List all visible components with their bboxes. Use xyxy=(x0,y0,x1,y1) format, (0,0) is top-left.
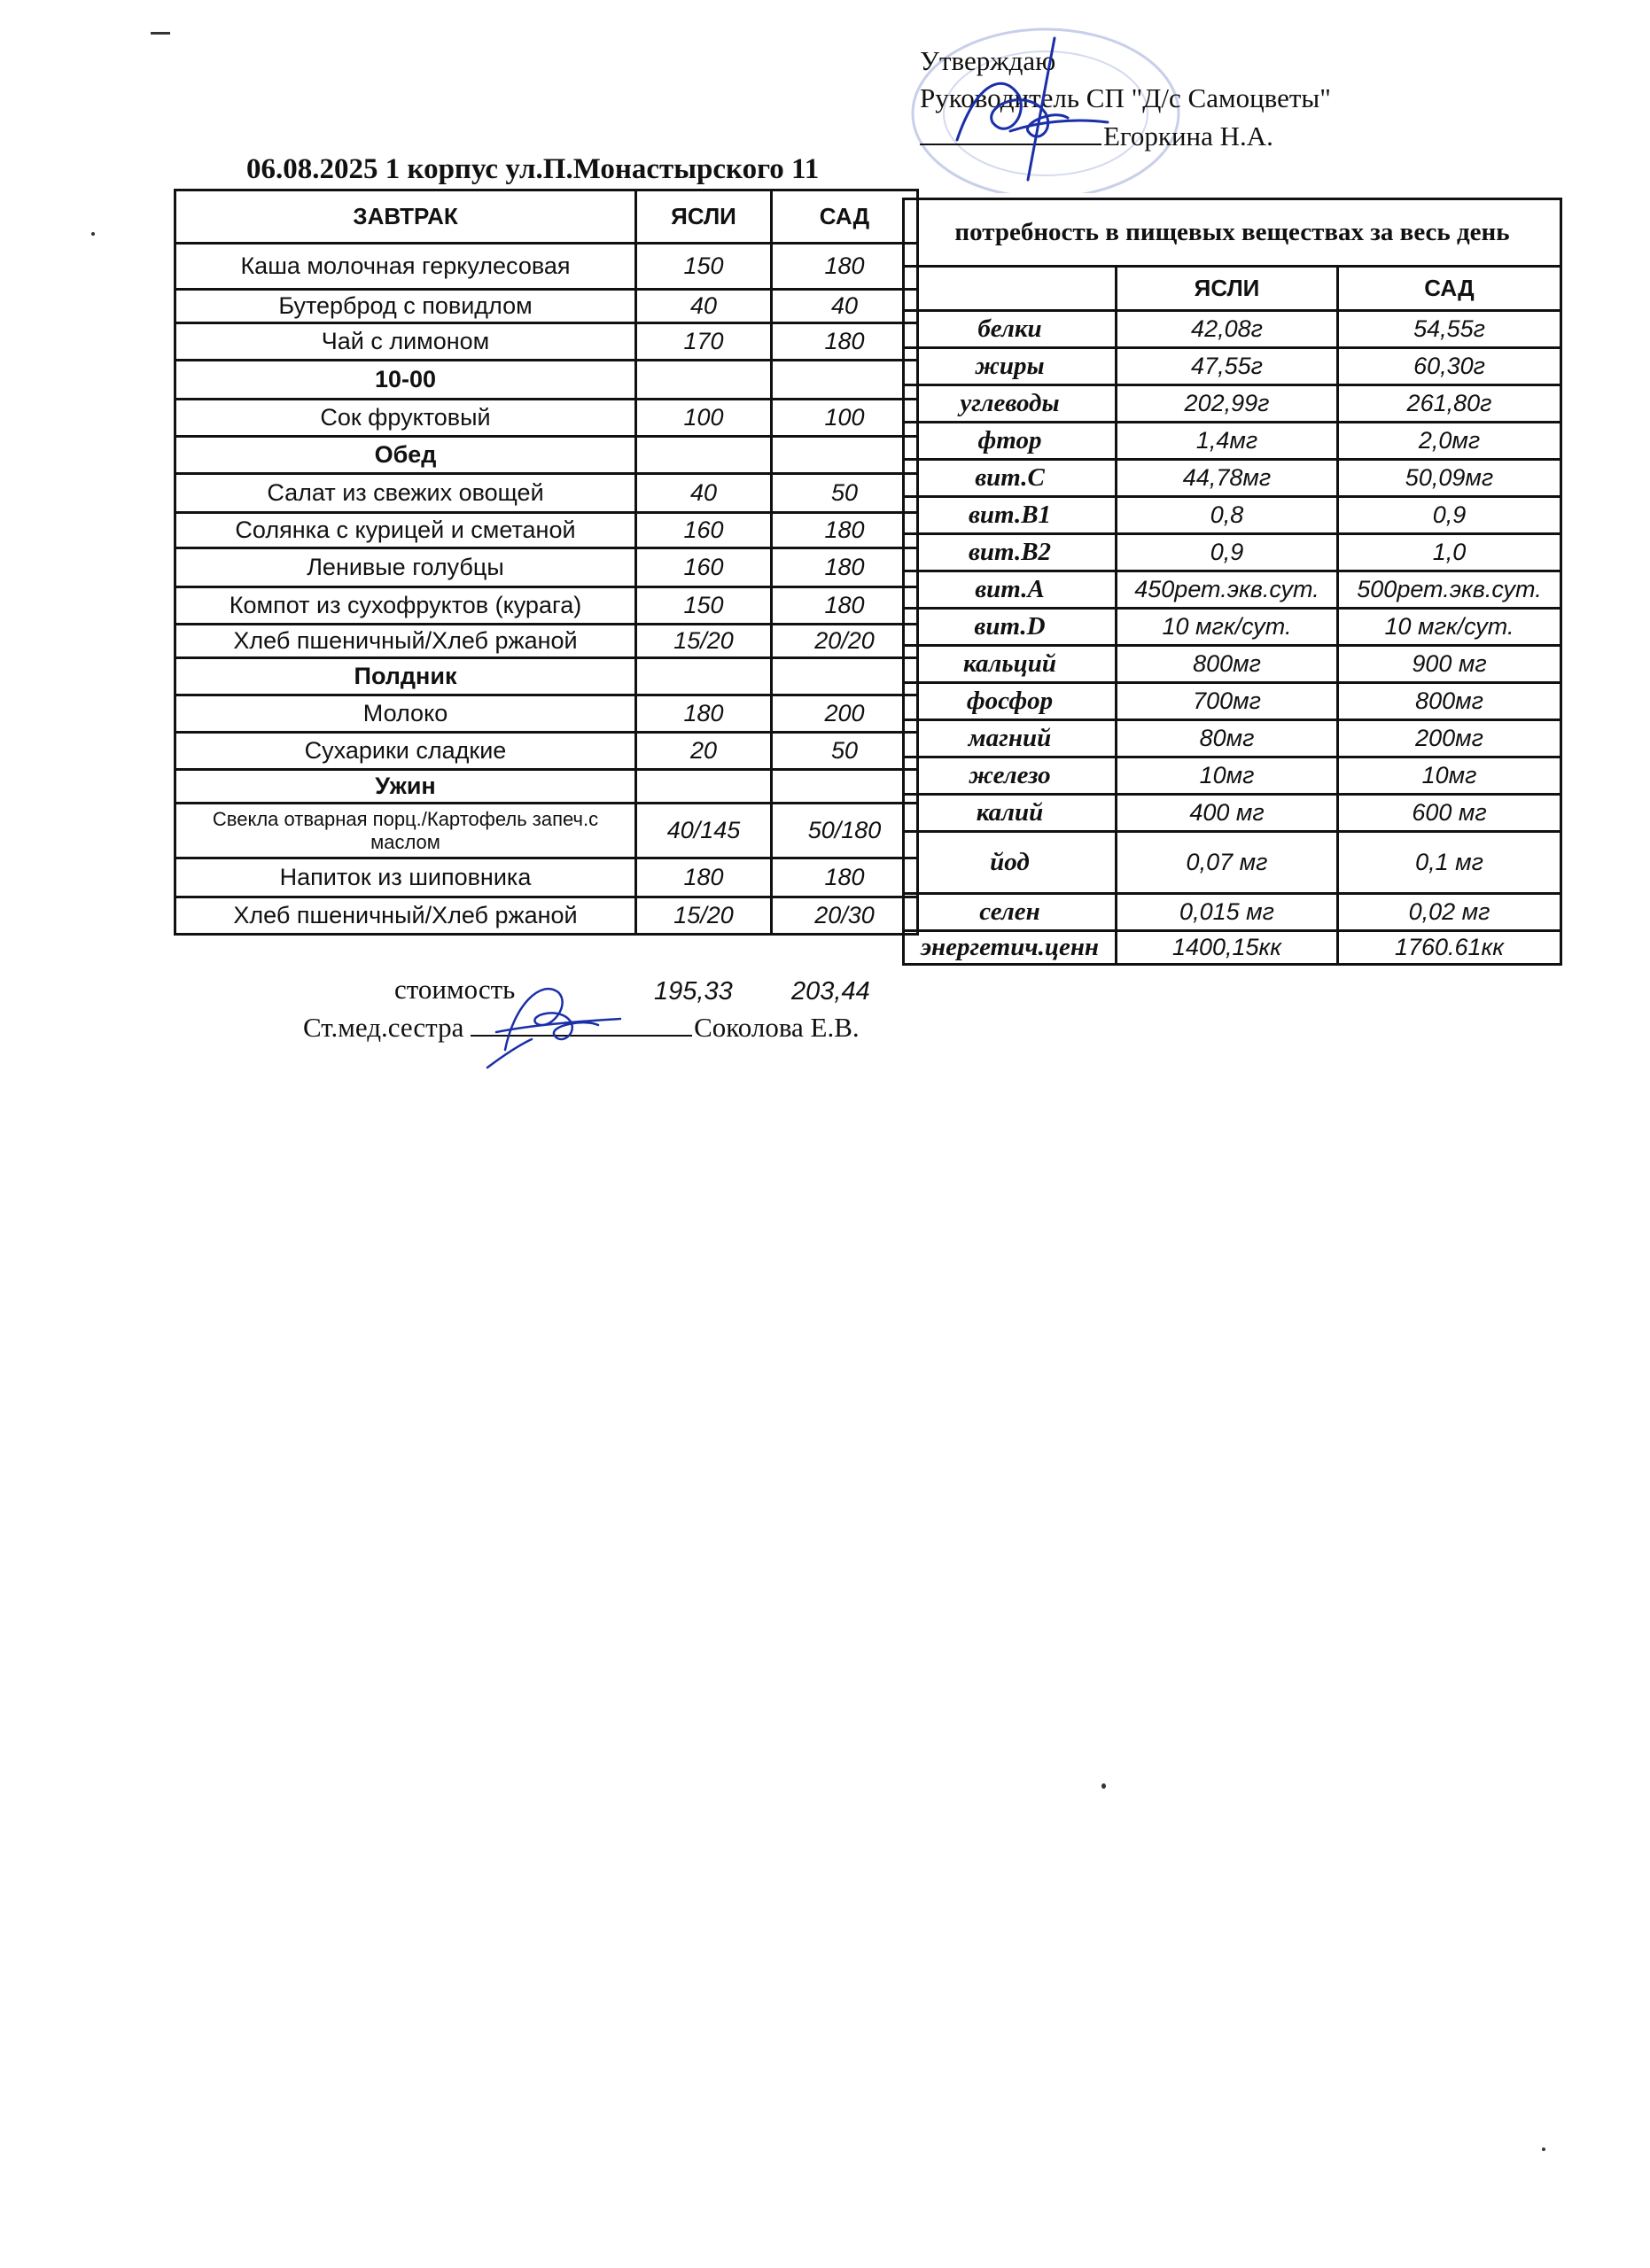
table-row xyxy=(904,894,1561,931)
nursery-portion xyxy=(636,658,772,695)
table-row xyxy=(904,534,1561,571)
garden-portion: 50 xyxy=(772,733,918,770)
nutrient-garden-value: 800мг xyxy=(1338,683,1561,720)
cost-garden: 203,44 xyxy=(791,977,870,1006)
nutrient-name: вит.В2 xyxy=(904,534,1117,571)
nutrient-name: селен xyxy=(904,894,1117,931)
nursery-portion xyxy=(636,361,772,400)
scan-mark xyxy=(151,32,170,35)
nurse-name: Соколова Е.В. xyxy=(694,1012,860,1043)
nutrient-name: энергетич.ценн xyxy=(904,931,1117,965)
nursery-portion xyxy=(636,437,772,474)
nutrient-garden-value: 261,80г xyxy=(1338,385,1561,423)
nutrient-name: калий xyxy=(904,795,1117,832)
nursery-portion: 160 xyxy=(636,513,772,548)
garden-portion: 40 xyxy=(772,290,918,323)
table-row xyxy=(175,513,918,548)
table-row xyxy=(175,733,918,770)
nutrient-nursery-value: 1400,15кк xyxy=(1117,931,1338,965)
nutrient-garden-value: 600 мг xyxy=(1338,795,1561,832)
table-row xyxy=(175,474,918,513)
nutrients-title-row xyxy=(904,199,1561,267)
menu-header-nursery: ЯСЛИ xyxy=(636,190,772,244)
nutrient-garden-value: 2,0мг xyxy=(1338,423,1561,460)
garden-portion: 180 xyxy=(772,513,918,548)
approver-position: Руководитель СП "Д/с Самоцветы" xyxy=(920,82,1331,113)
nutrient-name: фосфор xyxy=(904,683,1117,720)
nutrient-name: йод xyxy=(904,832,1117,894)
nutrient-nursery-value: 0,9 xyxy=(1117,534,1338,571)
nursery-portion: 40 xyxy=(636,474,772,513)
nutrient-name: жиры xyxy=(904,348,1117,385)
garden-portion: 180 xyxy=(772,587,918,625)
nursery-portion: 150 xyxy=(636,587,772,625)
table-row xyxy=(175,400,918,437)
table-row xyxy=(904,646,1561,683)
nutrient-nursery-value: 800мг xyxy=(1117,646,1338,683)
nursery-portion: 40 xyxy=(636,290,772,323)
dish-name: Молоко xyxy=(175,695,636,733)
nutrients-title: потребность в пищевых веществах за весь день xyxy=(904,199,1561,267)
table-row xyxy=(904,683,1561,720)
nutrient-nursery-value: 10 мгк/сут. xyxy=(1117,609,1338,646)
nursery-portion: 180 xyxy=(636,858,772,897)
nutrients-header-garden: САД xyxy=(1338,267,1561,311)
table-row xyxy=(175,244,918,290)
nutrient-garden-value: 0,9 xyxy=(1338,497,1561,534)
meal-section-label: 10-00 xyxy=(175,361,636,400)
nutrient-garden-value: 10 мгк/сут. xyxy=(1338,609,1561,646)
menu-header-garden: САД xyxy=(772,190,918,244)
nutrient-name: белки xyxy=(904,311,1117,348)
garden-portion xyxy=(772,658,918,695)
garden-portion xyxy=(772,361,918,400)
garden-portion: 50/180 xyxy=(772,804,918,858)
table-row xyxy=(175,437,918,474)
table-row xyxy=(175,858,918,897)
table-row xyxy=(904,348,1561,385)
table-row xyxy=(904,571,1561,609)
scan-speck xyxy=(91,232,95,236)
garden-portion: 180 xyxy=(772,548,918,587)
nursery-portion: 180 xyxy=(636,695,772,733)
garden-portion xyxy=(772,437,918,474)
nutrient-garden-value: 10мг xyxy=(1338,757,1561,795)
nutrient-name: кальций xyxy=(904,646,1117,683)
page-title: 06.08.2025 1 корпус ул.П.Монастырского 11 xyxy=(246,153,820,185)
dish-name: Хлеб пшеничный/Хлеб ржаной xyxy=(175,897,636,935)
nutrient-nursery-value: 202,99г xyxy=(1117,385,1338,423)
meal-section-label: Обед xyxy=(175,437,636,474)
nutrient-nursery-value: 450рет.экв.сут. xyxy=(1117,571,1338,609)
nutrient-garden-value: 1760.61кк xyxy=(1338,931,1561,965)
menu-header-meal: ЗАВТРАК xyxy=(175,190,636,244)
garden-portion: 180 xyxy=(772,323,918,361)
table-row xyxy=(175,361,918,400)
table-row xyxy=(175,770,918,804)
nursery-portion: 160 xyxy=(636,548,772,587)
dish-name: Ленивые голубцы xyxy=(175,548,636,587)
scan-speck xyxy=(1542,2148,1545,2151)
nurse-position: Ст.мед.сестра xyxy=(303,1012,464,1043)
nursery-portion: 20 xyxy=(636,733,772,770)
nutrient-name: вит.D xyxy=(904,609,1117,646)
nutrients-header-row xyxy=(904,267,1561,311)
table-row xyxy=(904,423,1561,460)
nutrient-garden-value: 500рет.экв.сут. xyxy=(1338,571,1561,609)
nutrient-name: вит.С xyxy=(904,460,1117,497)
nutrient-nursery-value: 47,55г xyxy=(1117,348,1338,385)
dish-name: Свекла отварная порц./Картофель запеч.с маслом xyxy=(175,804,636,858)
table-row xyxy=(175,804,918,858)
nutrients-header-empty xyxy=(904,267,1117,311)
nutrient-nursery-value: 700мг xyxy=(1117,683,1338,720)
garden-portion: 180 xyxy=(772,858,918,897)
dish-name: Хлеб пшеничный/Хлеб ржаной xyxy=(175,625,636,658)
table-row xyxy=(904,795,1561,832)
nutrient-name: магний xyxy=(904,720,1117,757)
nutrient-nursery-value: 0,8 xyxy=(1117,497,1338,534)
table-row xyxy=(904,720,1561,757)
nursery-portion: 100 xyxy=(636,400,772,437)
menu-header-row xyxy=(175,190,918,244)
table-row xyxy=(175,290,918,323)
nursery-portion: 170 xyxy=(636,323,772,361)
meal-section-label: Ужин xyxy=(175,770,636,804)
garden-portion: 20/30 xyxy=(772,897,918,935)
cost-label: стоимость xyxy=(394,974,516,1005)
table-row xyxy=(175,625,918,658)
nutrient-nursery-value: 44,78мг xyxy=(1117,460,1338,497)
nutrient-garden-value: 50,09мг xyxy=(1338,460,1561,497)
nutrient-name: железо xyxy=(904,757,1117,795)
nutrient-name: углеводы xyxy=(904,385,1117,423)
menu-table xyxy=(174,189,919,936)
nutrients-table xyxy=(902,198,1562,966)
nursery-portion: 150 xyxy=(636,244,772,290)
garden-portion: 20/20 xyxy=(772,625,918,658)
nutrient-garden-value: 0,1 мг xyxy=(1338,832,1561,894)
table-row xyxy=(175,658,918,695)
nutrient-name: фтор xyxy=(904,423,1117,460)
table-row xyxy=(175,548,918,587)
nutrient-garden-value: 900 мг xyxy=(1338,646,1561,683)
table-row xyxy=(904,832,1561,894)
approver-signature xyxy=(922,34,1125,184)
garden-portion xyxy=(772,770,918,804)
cost-nursery: 195,33 xyxy=(654,977,733,1006)
table-row xyxy=(175,323,918,361)
garden-portion: 100 xyxy=(772,400,918,437)
nutrient-garden-value: 200мг xyxy=(1338,720,1561,757)
nutrient-nursery-value: 400 мг xyxy=(1117,795,1338,832)
meal-section-label: Полдник xyxy=(175,658,636,695)
table-row xyxy=(904,385,1561,423)
nutrient-name: вит.А xyxy=(904,571,1117,609)
nutrient-nursery-value: 10мг xyxy=(1117,757,1338,795)
nurse-signature xyxy=(479,970,629,1072)
table-row xyxy=(175,587,918,625)
nutrients-header-nursery: ЯСЛИ xyxy=(1117,267,1338,311)
nutrient-garden-value: 54,55г xyxy=(1338,311,1561,348)
garden-portion: 200 xyxy=(772,695,918,733)
garden-portion: 180 xyxy=(772,244,918,290)
nutrient-nursery-value: 42,08г xyxy=(1117,311,1338,348)
dish-name: Солянка с курицей и сметаной xyxy=(175,513,636,548)
approver-name: Егоркина Н.А. xyxy=(1103,120,1273,151)
nutrient-nursery-value: 0,07 мг xyxy=(1117,832,1338,894)
dish-name: Напиток из шиповника xyxy=(175,858,636,897)
table-row xyxy=(175,695,918,733)
nutrient-name: вит.В1 xyxy=(904,497,1117,534)
dish-name: Бутерброд с повидлом xyxy=(175,290,636,323)
table-row xyxy=(175,897,918,935)
nursery-portion: 15/20 xyxy=(636,625,772,658)
dish-name: Сухарики сладкие xyxy=(175,733,636,770)
dish-name: Чай с лимоном xyxy=(175,323,636,361)
scan-speck xyxy=(1101,1783,1106,1789)
nutrient-nursery-value: 1,4мг xyxy=(1117,423,1338,460)
nutrient-garden-value: 60,30г xyxy=(1338,348,1561,385)
dish-name: Компот из сухофруктов (курага) xyxy=(175,587,636,625)
table-row xyxy=(904,757,1561,795)
nutrient-garden-value: 0,02 мг xyxy=(1338,894,1561,931)
dish-name: Салат из свежих овощей xyxy=(175,474,636,513)
table-row xyxy=(904,311,1561,348)
nursery-portion: 40/145 xyxy=(636,804,772,858)
nutrient-garden-value: 1,0 xyxy=(1338,534,1561,571)
table-row xyxy=(904,931,1561,965)
dish-name: Каша молочная геркулесовая xyxy=(175,244,636,290)
table-row xyxy=(904,609,1561,646)
approve-word: Утверждаю xyxy=(920,45,1056,76)
nursery-portion xyxy=(636,770,772,804)
table-row xyxy=(904,460,1561,497)
nutrient-nursery-value: 0,015 мг xyxy=(1117,894,1338,931)
nutrient-nursery-value: 80мг xyxy=(1117,720,1338,757)
garden-portion: 50 xyxy=(772,474,918,513)
table-row xyxy=(904,497,1561,534)
nursery-portion: 15/20 xyxy=(636,897,772,935)
dish-name: Сок фруктовый xyxy=(175,400,636,437)
